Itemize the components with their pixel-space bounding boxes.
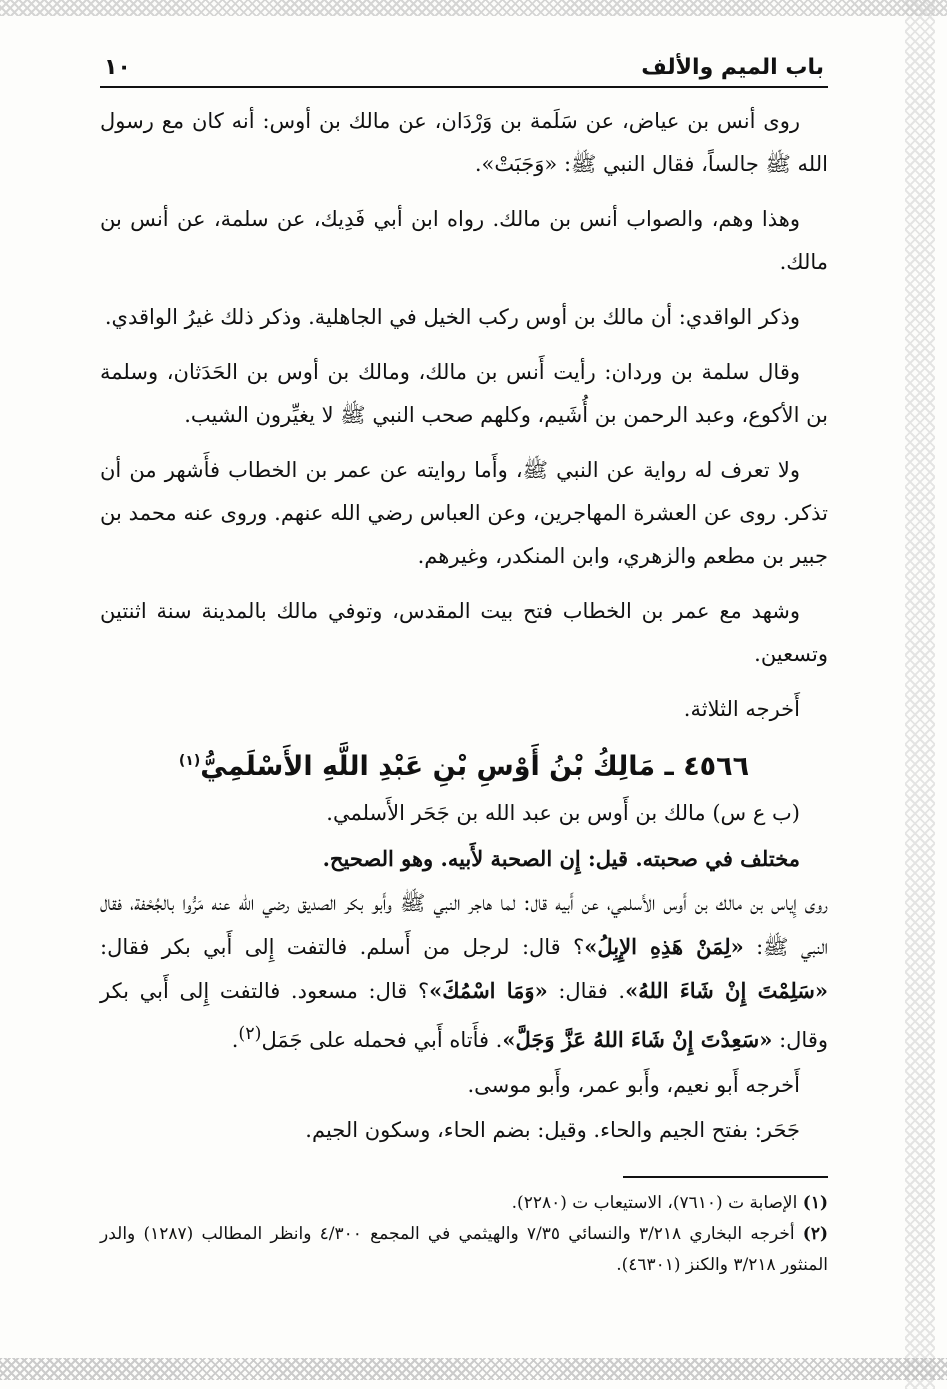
footnote-1-text: الإصابة ت (٧٦١٠)، الاستيعاب ت (٢٢٨٠). [511, 1193, 798, 1213]
narration-part-b: ؟ قال: لرجل من أَسلم. فالتفت إِلى أَبي بكر فقال: [100, 935, 585, 959]
footnote-ref-1: (١) [178, 753, 201, 769]
hadith-quote-4: «سَعِدْتَ إِنْ شَاءَ اللهُ عَزَّ وَجَلَّ» [502, 1027, 773, 1052]
entry-heading [100, 751, 828, 782]
footnote-divider [623, 1176, 828, 1178]
entry-title-text: ٤٥٦٦ ـ مَالِكُ بْنُ أَوْسِ بْنِ عَبْدِ اللَّهِ الأَسْلَمِيُّ [200, 751, 750, 782]
narration-end: . [231, 1028, 239, 1052]
page-number: ١٠ [104, 55, 131, 80]
entry-line-2: مختلف في صحبته. قيل: إِن الصحبة لأَبيه. وهو الصحيح. [322, 846, 800, 871]
entry-line-1: (ب ع س) مالك بن أَوس بن عبد الله بن جَحَر الأَسلمي. [326, 801, 800, 825]
hadith-quote-1: «لِمَنْ هَذِهِ الإِبِلُ» [584, 934, 744, 959]
entry-takhrij: أَخرجه أَبو نعيم، وأَبو عمر، وأَبو موسى. [467, 1073, 800, 1097]
paragraph-4: وقال سلمة بن وردان: رأيت أَنس بن مالك، ومالك بن أوس بن الحَدَثان، وسلمة بن الأكوع، وعبد الرحمن بن أُشَيم، وكلهم صحب النبي ﷺ لا يغيِّرون الشيب. [100, 360, 828, 427]
footnote-2-number: (٢) [802, 1224, 829, 1244]
narration-part-d: ؟ قال: مسعود. فالتفت إِلى أَبي بكر وقال: [100, 979, 828, 1052]
running-header [100, 55, 828, 88]
paragraph-7: أَخرجه الثلاثة. [683, 697, 800, 721]
chapter-title: باب الميم والألف [641, 55, 824, 80]
footnote-2 [100, 1219, 828, 1281]
entry-spelling: جَحَر: بفتح الجيم والحاء. وقيل: بضم الحاء، وسكون الجيم. [305, 1118, 800, 1142]
footnote-2-text: أخرجه البخاري ٣/٢١٨ والنسائي ٧/٣٥ والهيثمي في المجمع ٤/٣٠٠ وانظر المطالب (١٢٨٧) والدر المنثور ٣/٢١٨ والكنز (٤٦٣٠١). [100, 1224, 828, 1275]
page-body [100, 55, 828, 1281]
hadith-quote-3: «وَمَا اسْمُكَ» [429, 978, 548, 1003]
narration-part-e: . فأَتاه أَبي فحمله على جَمَل [261, 1028, 503, 1052]
paragraph-3: وذكر الواقدي: أن مالك بن أوس ركب الخيل في الجاهلية. وذكر ذلك غيرُ الواقدي. [104, 305, 800, 329]
paragraph-5: ولا تعرف له رواية عن النبي ﷺ، وأَما روايته عن عمر بن الخطاب فأَشهر من أن تذكر. روى عن العشرة المهاجرين، وعن العباس رضي الله عنهم. وروى عنه محمد بن جبير بن مطعم والزهري، وابن المنكدر، وغيرهم. [100, 458, 828, 568]
footnote-ref-2: (٢) [238, 1024, 262, 1044]
footnote-1-number: (١) [802, 1193, 828, 1213]
paragraph-1: روى أنس بن عياض، عن سَلَمة بن وَرْدَان، عن مالك بن أوس: أنه كان مع رسول الله ﷺ جالساً، فقال النبي ﷺ: «وَجَبَتْ». [100, 109, 828, 176]
paragraph-6: وشهد مع عمر بن الخطاب فتح بيت المقدس، وتوفي مالك بالمدينة سنة اثنتين وتسعين. [100, 599, 828, 666]
paragraph-2: وهذا وهم، والصواب أنس بن مالك. رواه ابن أبي فَدِيك، عن سلمة، عن أنس بن مالك. [100, 207, 828, 274]
hadith-quote-2: «سَلِمْتَ إِنْ شَاءَ اللهُ» [625, 978, 829, 1003]
footnote-1 [100, 1188, 828, 1219]
decorative-border-top [0, 0, 947, 16]
narration-part-a: روى إِياس بن مالك بن أَوس الأَسلمي، عن أَبيه قال: لما هاجر النبي ﷺ وأَبو بكر الصديق رضي الله عنه مَرُّوا بالجُحْفة، فقال النبي ﷺ: [100, 891, 828, 959]
decorative-border-bottom [0, 1358, 947, 1380]
entry-narration [100, 882, 828, 1062]
decorative-border-right [905, 0, 935, 1389]
narration-part-c: . فقال: [547, 979, 626, 1003]
